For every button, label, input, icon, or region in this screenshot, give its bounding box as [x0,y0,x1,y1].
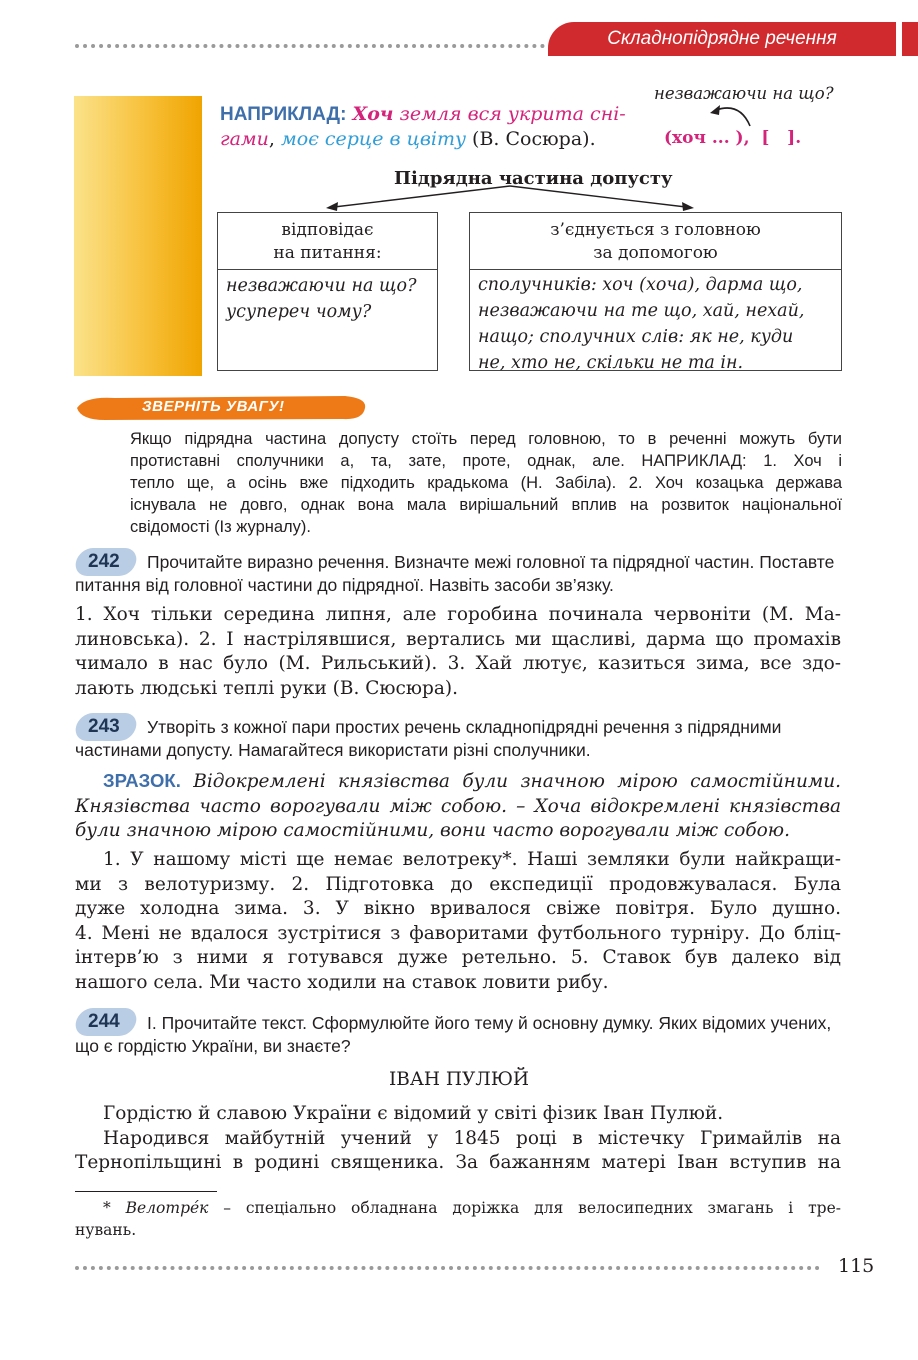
task-244-instruction: І. Прочитайте текст. Сформулюйте його тему й основну думку. Яких відомих учених, що є гордістю України, ви знаєте? [75,1013,832,1056]
rule-side-bar [74,96,202,376]
section-title: Складнопідрядне речення [548,22,896,56]
header-dotted-rule [75,44,545,48]
left-box-head-2: на питання: [273,243,382,263]
example-question: незважаючи на що? [654,84,834,103]
right-box-head-1: з’єднується з головною [550,220,761,240]
header-tab [902,22,918,56]
task-243-line: 4. Мені не вдалося зустрітися з фаворитами футбольного турніру. До бліц- [75,922,841,944]
task-242-line: чимало в нас було (М. Рильський). 3. Хай лютує, казиться зима, все здо- [75,653,841,674]
diagram-title: Підрядна частина допусту [394,168,673,189]
example-line-2: гами, моє серце в цвіту (В. Сосюра). [220,128,596,150]
footnote-rule [75,1191,217,1192]
footnote-line: нувань. [75,1221,137,1239]
sample-line: ЗРАЗОК. Відокремлені князівства були значною мірою самостійними. [103,770,841,792]
curved-arrow-icon [700,96,760,132]
task-242-instruction: Прочитайте виразно речення. Визначте межі головної та підрядної частин. Поставте питання від головної частини до підрядної. Назвіть засоби зв’язку. [75,552,835,595]
task-242-line: лають людські теплі руки (В. Сюсюра). [75,677,458,699]
footer-dotted-rule [75,1266,820,1270]
task-number-243: 243 [88,716,120,737]
sample-line: були значною мірою самостійними, вони часто ворогували між собою. [75,820,790,841]
attention-line: існувала не довго, однак вона мала вирішальний вплив на розвиток національної [130,496,842,514]
attention-line: свідомості (Із журналу). [130,518,312,536]
attention-line: тепло ще, а осінь вже підходить крадькома (Н. Забіла). 2. Хоч козацька держава [130,474,842,492]
attention-line: Якщо підрядна частина допусту стоїть перед головною, то в реченні можуть бути [130,430,842,448]
right-box-line: сполучників: хоч (хоча), дарма що, [478,275,803,295]
task-243-line: ми з велотуризму. 2. Підготовка до експедиції продовжувалася. Була [75,873,841,895]
page-number: 115 [838,1255,875,1277]
task-243-sample [75,769,841,844]
task-number-242: 242 [88,551,120,572]
attention-label: ЗВЕРНІТЬ УВАГУ! [142,398,285,415]
sample-line: Князівства часто ворогували між собою. – Хоча відокремлені князівства [75,795,841,817]
task-243-text [75,848,841,995]
task-243-instruction: Утворіть з кожної пари простих речень складнопідрядні речення з підрядними частинами допусту. Намагайтеся використати різні сполучники. [75,717,782,760]
attention-line: протиставні сполучники а, та, зате, проте, однак, але. НАПРИКЛАД: 1. Хоч і [130,452,842,470]
task-243-line: дуже холодна зима. 3. У вікно вривалося свіже повітря. Було душно. [75,898,841,919]
task-number-244: 244 [88,1011,120,1032]
task-243-line: нашого села. Ми часто ходили на ставок ловити рибу. [75,971,609,993]
task-242-text [75,603,841,701]
task-244-line: Народився майбутній учений у 1845 році в містечку Гримайлів на [103,1127,841,1149]
attention-note [130,428,842,538]
diagram-arrows [300,180,720,216]
task-243-line: 1. У нашому місті ще немає велотреку*. Наші земляки були найкращи- [103,849,841,870]
diagram-left-box [217,212,438,371]
left-box-item: незважаючи на що? [226,276,417,296]
text-title: ІВАН ПУЛЮЙ [388,1069,530,1090]
right-box-line: нащо; сполучних слів: як не, куди [478,327,794,347]
right-box-line: незважаючи на те що, хай, нехай, [478,301,805,321]
task-244-line: Тернопільщині в родині священика. За бажанням матері Іван вступив на [75,1152,841,1173]
right-box-head-2: за допомогою [593,243,718,263]
left-box-head-1: відповідає [281,220,374,240]
footnote [75,1197,841,1241]
task-244-line: Гордістю й славою України є відомий у світі фізик Іван Пулюй. [103,1103,724,1124]
left-box-item: усупереч чому? [226,302,372,322]
task-242-line: 1. Хоч тільки середина липня, але горобина починала червоніти (М. Ма- [75,604,841,625]
right-box-line: не, хто не, скільки не та ін. [478,353,744,373]
footnote-line: * Велотре́к – спеціально обладнана доріжка для велосипедних змагань і тре- [103,1199,841,1217]
example-line-1: НАПРИКЛАД: Хоч земля вся укрита сні- [220,103,626,125]
task-244-text [75,1102,841,1176]
example-scheme: (хоч ... ), [ ]. [664,128,802,148]
diagram-right-box [469,212,842,371]
task-242-line: линовська). 2. І настрілявшися, вертались ми щасливі, дарма що промахів [75,628,841,650]
task-243-line: інтерв’ю з ними я готувався дуже ретельно. 5. Ставок був далеко від [75,947,841,968]
